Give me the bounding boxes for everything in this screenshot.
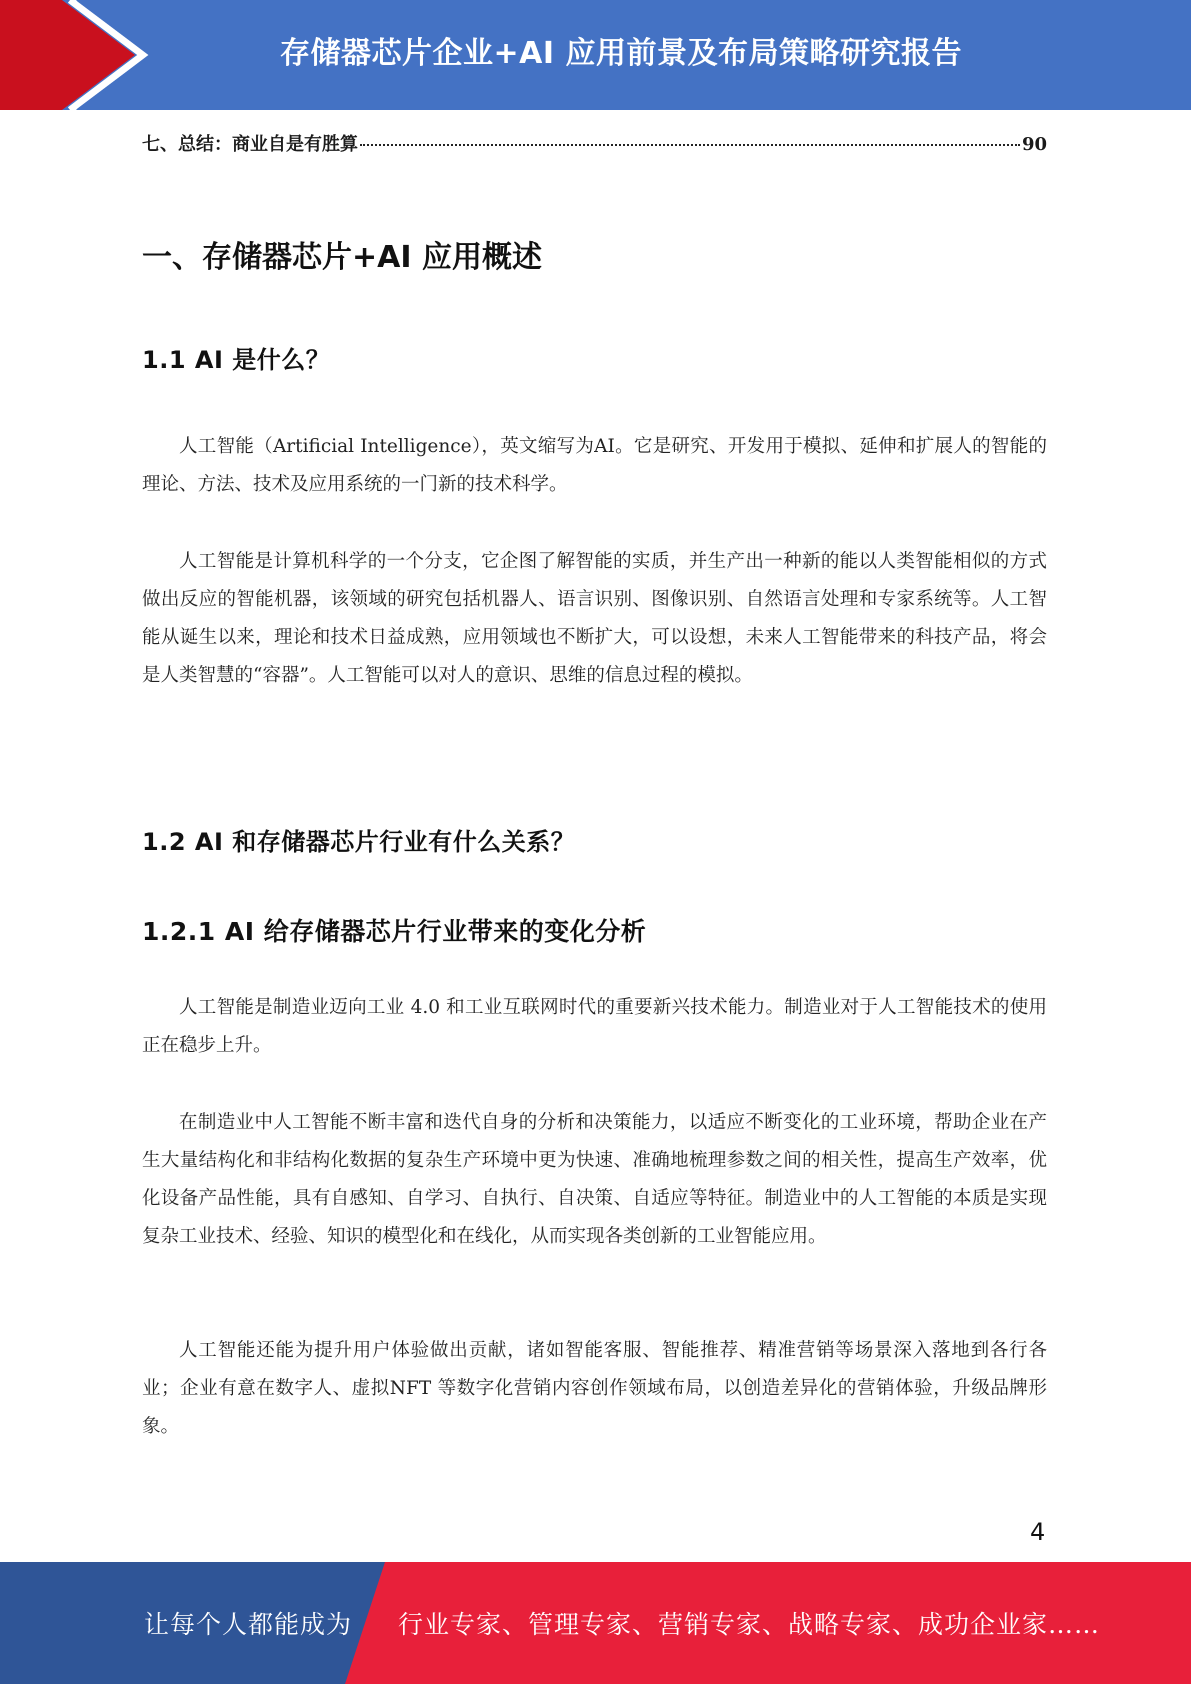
paragraph: 人工智能（Artificial Intelligence），英文缩写为AI。它是研究、开发用于模拟、延伸和扩展人的智能的理论、方法、技术及应用系统的一门新的技术科学。 bbox=[142, 436, 1047, 495]
toc-entry[interactable] bbox=[142, 130, 1047, 156]
toc-entry-label: 七、总结：商业自是有胜算 bbox=[142, 134, 358, 155]
page-number: 4 bbox=[1030, 1518, 1046, 1546]
section-heading-1-2-1: 1.2.1 AI 给存储器芯片行业带来的变化分析 bbox=[142, 917, 647, 946]
page-footer bbox=[0, 1562, 1191, 1684]
paragraph: 在制造业中人工智能不断丰富和迭代自身的分析和决策能力，以适应不断变化的工业环境，帮助企业在产生大量结构化和非结构化数据的复杂生产环境中更为快速、准确地梳理参数之间的相关性，提高生产效率，优化设备产品性能，具有自感知、自学习、自执行、自决策、自适应等特征。制造业中的人工智能的本质是实现复杂工业技术、经验、知识的模型化和在线化，从而实现各类创新的工业智能应用。 bbox=[142, 1112, 1047, 1247]
section-heading-1-1: 1.1 AI 是什么？ bbox=[142, 346, 331, 374]
section-heading-1: 一、存储器芯片+AI 应用概述 bbox=[142, 240, 542, 275]
header-red-chevron-icon bbox=[0, 0, 160, 110]
paragraph: 人工智能是计算机科学的一个分支，它企图了解智能的实质，并生产出一种新的能以人类智能相似的方式做出反应的智能机器，该领域的研究包括机器人、语言识别、图像识别、自然语言处理和专家系统等。人工智能从诞生以来，理论和技术日益成熟，应用领域也不断扩大，可以设想，未来人工智能带来的科技产品，将会是人类智慧的“容器”。人工智能可以对人的意识、思维的信息过程的模拟。 bbox=[142, 551, 1047, 686]
footer-slogan-right: 行业专家、管理专家、营销专家、战略专家、成功企业家…… bbox=[398, 1610, 1101, 1639]
paragraph: 人工智能还能为提升用户体验做出贡献，诸如智能客服、智能推荐、精准营销等场景深入落地到各行各业；企业有意在数字人、虚拟NFT 等数字化营销内容创作领域布局，以创造差异化的营销体验，升级品牌形象。 bbox=[142, 1340, 1047, 1437]
page-header bbox=[0, 0, 1191, 110]
section-heading-1-2: 1.2 AI 和存储器芯片行业有什么关系？ bbox=[142, 828, 576, 856]
paragraph: 人工智能是制造业迈向工业 4.0 和工业互联网时代的重要新兴技术能力。制造业对于人工智能技术的使用正在稳步上升。 bbox=[142, 997, 1047, 1056]
report-title: 存储器芯片企业+AI 应用前景及布局策略研究报告 bbox=[280, 36, 962, 71]
footer-slogan-left: 让每个人都能成为 bbox=[144, 1610, 353, 1639]
toc-leader-dots bbox=[360, 144, 1020, 146]
toc-entry-page: 90 bbox=[1021, 134, 1047, 155]
